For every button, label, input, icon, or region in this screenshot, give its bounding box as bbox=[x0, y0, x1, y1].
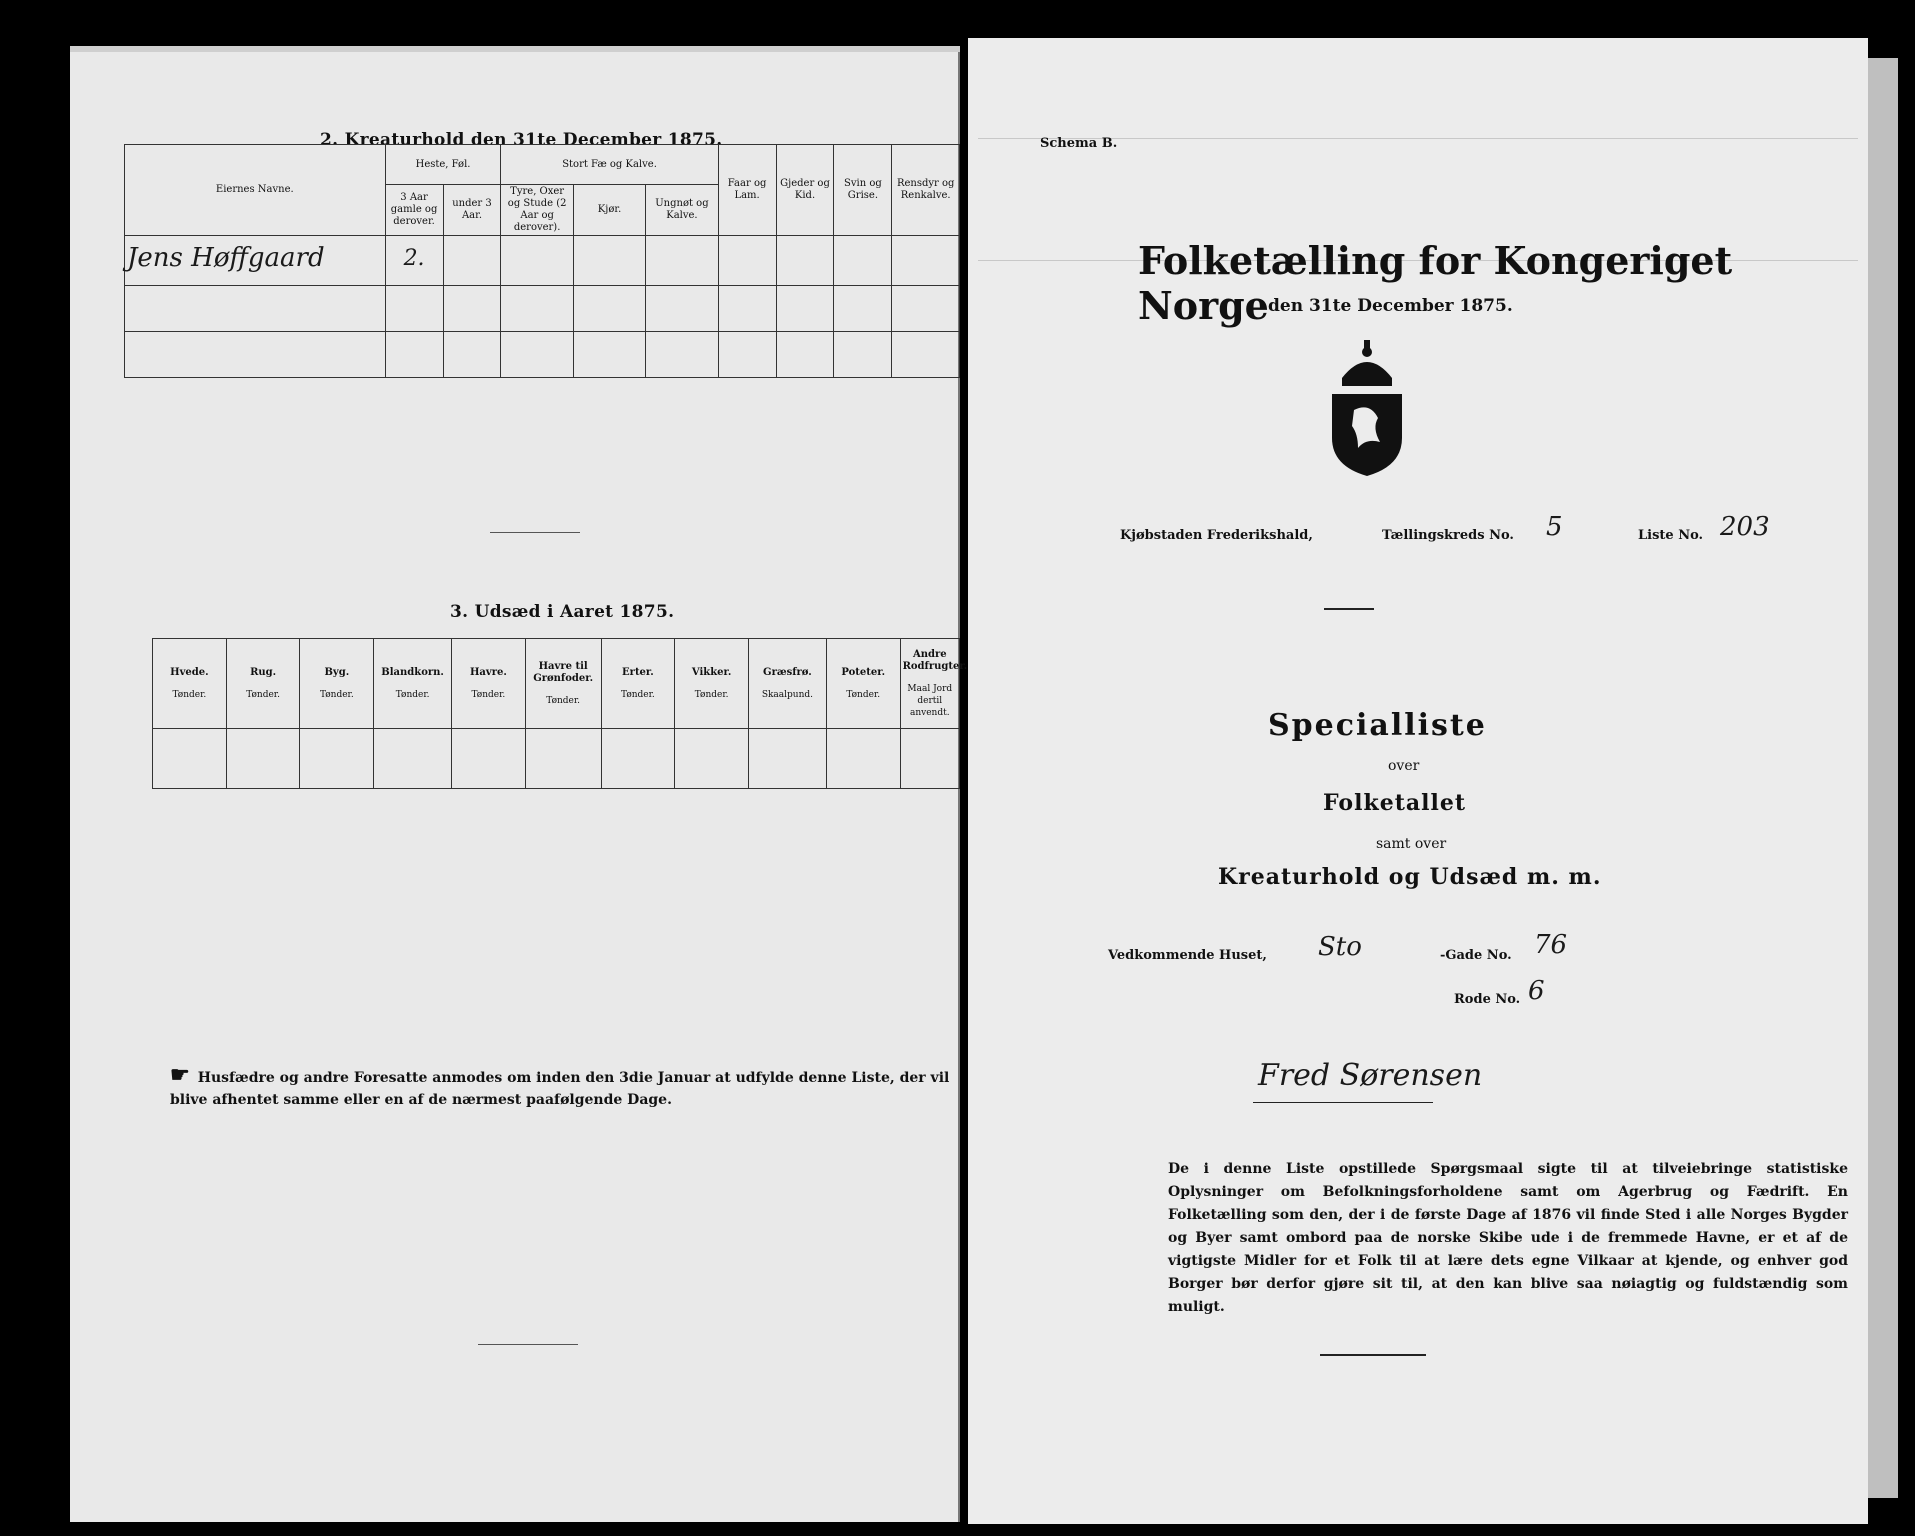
signature: Fred Sørensen bbox=[1258, 1058, 1483, 1093]
sowing-column-header bbox=[374, 639, 452, 729]
sowing-unit: Tønder. bbox=[621, 689, 655, 700]
sowing-crop-name: Havre til Grønfoder. bbox=[533, 660, 594, 684]
special-list-title: Specialliste bbox=[1268, 708, 1487, 743]
sowing-unit: Tønder. bbox=[319, 689, 354, 700]
left-page bbox=[70, 52, 968, 1522]
divider bbox=[490, 532, 580, 533]
sowing-column-header bbox=[300, 639, 374, 729]
sowing-unit: Tønder. bbox=[246, 689, 280, 700]
right-page bbox=[968, 38, 1868, 1524]
horses-old-header: 3 Aar gamle og derover. bbox=[385, 185, 443, 236]
sowing-column-header bbox=[675, 639, 749, 729]
divider bbox=[1320, 1354, 1426, 1356]
sowing-unit: Tønder. bbox=[694, 689, 729, 700]
district-number: 5 bbox=[1546, 512, 1563, 542]
sowing-crop-name: Erter. bbox=[622, 666, 654, 678]
sowing-value-cell bbox=[153, 729, 227, 789]
sowing-column-header bbox=[452, 639, 526, 729]
district-label: Tællingskreds No. bbox=[1382, 528, 1514, 543]
notice-text: Husfædre og andre Foresatte anmodes om inden den 3die Januar at udfylde denne Liste, der vil blive afhentet samme eller en af de nærmest paafølgende Dage. bbox=[170, 1070, 950, 1108]
owner-name: Jens Høffgaard bbox=[127, 242, 325, 273]
sowing-unit: Skaalpund. bbox=[761, 689, 814, 700]
sowing-value-cell bbox=[226, 729, 300, 789]
page-edge bbox=[70, 46, 960, 52]
cattle-header: Stort Fæ og Kalve. bbox=[501, 145, 718, 185]
info-paragraph: De i denne Liste opstillede Spørgsmaal sigte til at tilveiebringe statistiske Oplysninger om Befolkningsforholdene samt om Agerbrug og Fædrift. En Folketælling som den, der i de første Dage af 1876 vil finde Sted i alle Norges Bygder og Byer samt ombord paa de norske Skibe ude i de fremmede Havne, er et af de vigtigste Midler for et Folk til at lære dets egne Vilkaar at kjende, og enhver god Borger bør derfor gjøre sit til, at den kan blive saa nøiagtig og fuldstændig som muligt. bbox=[1168, 1161, 1848, 1315]
sowing-value-cell bbox=[525, 729, 601, 789]
sowing-crop-name: Græsfrø. bbox=[763, 666, 812, 678]
sowing-value-cell bbox=[374, 729, 452, 789]
sowing-value-cell bbox=[300, 729, 374, 789]
sowing-value-cell bbox=[826, 729, 900, 789]
sowing-value-cell bbox=[749, 729, 827, 789]
horses-young-header: under 3 Aar. bbox=[443, 185, 501, 236]
sheep-header: Faar og Lam. bbox=[718, 145, 776, 236]
list-label: Liste No. bbox=[1638, 528, 1704, 543]
divider bbox=[478, 1344, 578, 1345]
schema-label: Schema B. bbox=[1040, 136, 1118, 151]
livestock-title: Kreaturhold og Udsæd m. m. bbox=[1218, 864, 1602, 890]
cows-header: Kjør. bbox=[573, 185, 645, 236]
divider bbox=[1324, 608, 1374, 610]
owner-header: Eiernes Navne. bbox=[125, 145, 386, 236]
rode-number: 6 bbox=[1528, 976, 1545, 1006]
sowing-crop-name: Poteter. bbox=[841, 666, 886, 678]
gade-number: 76 bbox=[1534, 930, 1568, 960]
sowing-unit: Maal Jord dertil anvendt. bbox=[907, 683, 953, 718]
livestock-table bbox=[124, 144, 960, 378]
sowing-column-header bbox=[749, 639, 827, 729]
sowing-unit: Tønder. bbox=[471, 689, 506, 700]
pigs-header: Svin og Grise. bbox=[834, 145, 892, 236]
sowing-value-cell bbox=[452, 729, 526, 789]
town-label: Kjøbstaden Frederikshald, bbox=[1120, 528, 1313, 543]
house-label: Vedkommende Huset, bbox=[1108, 948, 1267, 963]
calves-header: Ungnøt og Kalve. bbox=[646, 185, 718, 236]
sowing-crop-name: Hvede. bbox=[170, 666, 209, 678]
horses-header: Heste, Føl. bbox=[385, 145, 501, 185]
notice-block bbox=[170, 1064, 950, 1111]
list-number: 203 bbox=[1720, 512, 1770, 542]
folketallet-label: Folketallet bbox=[1323, 790, 1466, 816]
samt-over-label: samt over bbox=[1376, 836, 1447, 852]
sowing-crop-name: Rug. bbox=[250, 666, 277, 678]
sowing-value-cell bbox=[900, 729, 959, 789]
sowing-crop-name: Vikker. bbox=[691, 666, 732, 678]
bulls-header: Tyre, Oxer og Stude (2 Aar og derover). bbox=[501, 185, 573, 236]
over-label: over bbox=[1388, 758, 1420, 774]
rode-label: Rode No. bbox=[1454, 992, 1521, 1007]
sowing-value-cell bbox=[601, 729, 675, 789]
census-date: den 31te December 1875. bbox=[1268, 296, 1513, 316]
sowing-unit: Tønder. bbox=[546, 695, 581, 706]
norway-coat-of-arms-icon bbox=[1322, 338, 1412, 478]
reindeer-header: Rensdyr og Renkalve. bbox=[892, 145, 960, 236]
sowing-unit: Tønder. bbox=[172, 689, 207, 700]
sowing-crop-name: Havre. bbox=[469, 666, 507, 678]
sowing-crop-name: Blandkorn. bbox=[381, 666, 444, 678]
sowing-table bbox=[152, 638, 968, 789]
page-stack-edge bbox=[1868, 58, 1898, 1498]
sowing-column-header bbox=[226, 639, 300, 729]
sowing-unit: Tønder. bbox=[846, 689, 881, 700]
section3-title: 3. Udsæd i Aaret 1875. bbox=[450, 602, 675, 622]
horses-old-value: 2. bbox=[403, 245, 425, 271]
pointing-hand-icon: ☛ bbox=[170, 1062, 190, 1088]
sowing-crop-name: Andre Rodfrugter. bbox=[902, 648, 968, 672]
street-value: Sto bbox=[1318, 932, 1362, 962]
sowing-column-header bbox=[601, 639, 675, 729]
sowing-unit: Tønder. bbox=[395, 689, 430, 700]
sowing-crop-name: Byg. bbox=[324, 666, 350, 678]
sowing-column-header bbox=[826, 639, 900, 729]
signature-line bbox=[1253, 1102, 1433, 1103]
census-title: Folketælling for Kongeriget Norge bbox=[1138, 238, 1733, 328]
sowing-column-header bbox=[525, 639, 601, 729]
goats-header: Gjeder og Kid. bbox=[776, 145, 834, 236]
sowing-column-header bbox=[153, 639, 227, 729]
gade-label: -Gade No. bbox=[1440, 948, 1512, 963]
sowing-value-cell bbox=[675, 729, 749, 789]
sowing-column-header bbox=[900, 639, 968, 729]
section2-title: 2. Kreaturhold den 31te December 1875. bbox=[320, 130, 723, 150]
